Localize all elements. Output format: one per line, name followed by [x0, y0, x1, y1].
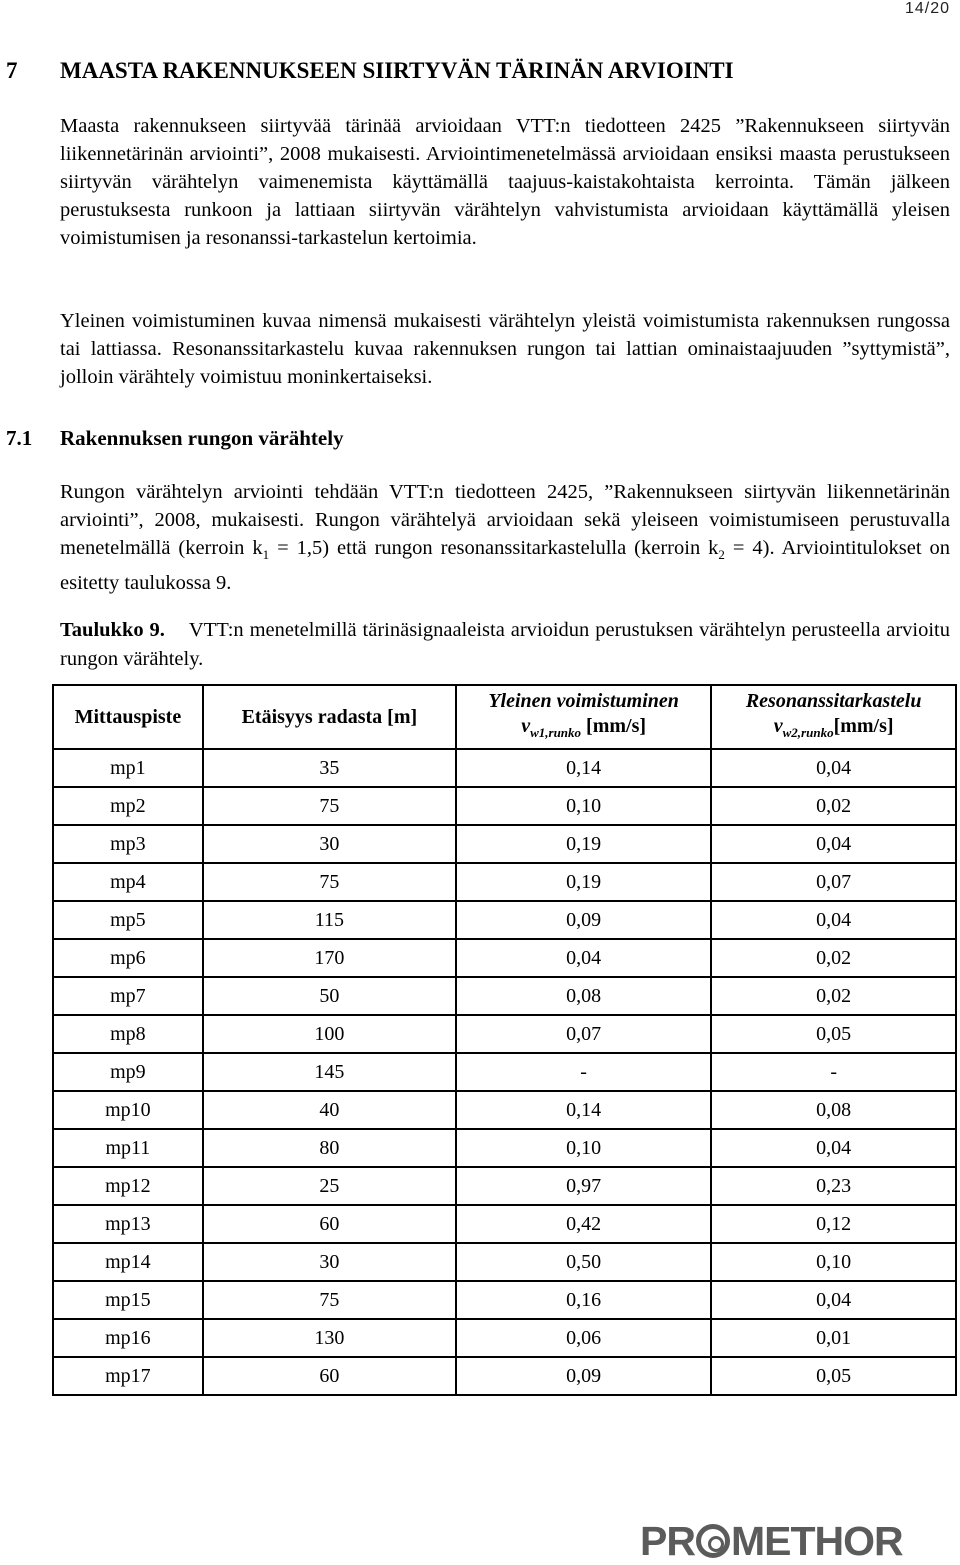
- cell-yleinen: 0,10: [456, 1129, 711, 1167]
- cell-etaisyys: 145: [203, 1053, 456, 1091]
- table-row: [53, 1129, 956, 1167]
- cell-yleinen: 0,10: [456, 787, 711, 825]
- logo-text-left: PR: [640, 1518, 695, 1564]
- cell-yleinen: 0,08: [456, 977, 711, 1015]
- cell-resonanssi: 0,02: [711, 787, 956, 825]
- paragraph-3-part3: = 4). Arviointitulokset on esitetty taulukossa 9.: [60, 537, 950, 595]
- table-row: [53, 1243, 956, 1281]
- cell-etaisyys: 80: [203, 1129, 456, 1167]
- cell-mittauspiste: mp3: [53, 825, 203, 863]
- paragraph-3: [60, 478, 950, 597]
- header-yleinen-voimistuminen: [456, 685, 711, 749]
- cell-yleinen: 0,42: [456, 1205, 711, 1243]
- cell-yleinen: 0,07: [456, 1015, 711, 1053]
- cell-yleinen: 0,06: [456, 1319, 711, 1357]
- cell-resonanssi: 0,02: [711, 939, 956, 977]
- cell-resonanssi: 0,05: [711, 1015, 956, 1053]
- logo-text-right: METHOR: [730, 1518, 903, 1564]
- cell-mittauspiste: mp11: [53, 1129, 203, 1167]
- cell-mittauspiste: mp9: [53, 1053, 203, 1091]
- table-row: [53, 1205, 956, 1243]
- section-number: 7: [6, 58, 18, 83]
- subsection-number: 7.1: [6, 426, 33, 450]
- table-row: [53, 1167, 956, 1205]
- cell-yleinen: 0,04: [456, 939, 711, 977]
- header-col4-subscript: w2,runko: [782, 725, 834, 740]
- cell-mittauspiste: mp4: [53, 863, 203, 901]
- table-header-row: [53, 685, 956, 749]
- cell-etaisyys: 25: [203, 1167, 456, 1205]
- cell-resonanssi: 0,04: [711, 749, 956, 787]
- cell-mittauspiste: mp13: [53, 1205, 203, 1243]
- cell-mittauspiste: mp7: [53, 977, 203, 1015]
- cell-etaisyys: 50: [203, 977, 456, 1015]
- page-number: 14/20: [904, 0, 950, 17]
- cell-resonanssi: 0,04: [711, 1281, 956, 1319]
- header-col4-symbol: v: [773, 715, 783, 737]
- promethor-logo: [640, 1518, 903, 1565]
- cell-mittauspiste: mp8: [53, 1015, 203, 1053]
- cell-etaisyys: 30: [203, 825, 456, 863]
- cell-etaisyys: 75: [203, 787, 456, 825]
- cell-yleinen: 0,09: [456, 901, 711, 939]
- header-etaisyys: Etäisyys radasta [m]: [203, 685, 456, 749]
- cell-etaisyys: 130: [203, 1319, 456, 1357]
- header-mittauspiste: Mittauspiste: [53, 685, 203, 749]
- cell-yleinen: 0,14: [456, 749, 711, 787]
- header-col3-subscript: w1,runko: [530, 725, 582, 740]
- header-col4-title: Resonanssitarkastelu: [745, 690, 922, 712]
- table-row: [53, 901, 956, 939]
- cell-etaisyys: 170: [203, 939, 456, 977]
- paragraph-3-part1: Rungon värähtelyn arviointi tehdään VTT:n tiedotteen 2425, ”Rakennukseen siirtyvän liikennetärinän arviointi”, 2008, mukaisesti. Rungon värähtelyä arvioidaan sekä yleiseen voimistumiseen perustuvalla menetelmällä (kerroin k: [60, 481, 950, 559]
- k1-subscript: 1: [262, 547, 270, 563]
- subsection-title: Rakennuksen rungon värähtely: [60, 426, 344, 450]
- cell-resonanssi: 0,23: [711, 1167, 956, 1205]
- cell-resonanssi: -: [711, 1053, 956, 1091]
- header-col3-unit: [mm/s]: [581, 715, 647, 737]
- cell-mittauspiste: mp5: [53, 901, 203, 939]
- cell-resonanssi: 0,12: [711, 1205, 956, 1243]
- cell-resonanssi: 0,07: [711, 863, 956, 901]
- cell-mittauspiste: mp6: [53, 939, 203, 977]
- cell-mittauspiste: mp14: [53, 1243, 203, 1281]
- table-row: [53, 1091, 956, 1129]
- table-row: [53, 1053, 956, 1091]
- cell-yleinen: 0,19: [456, 863, 711, 901]
- cell-resonanssi: 0,02: [711, 977, 956, 1015]
- section-heading: [6, 58, 734, 84]
- table-row: [53, 1357, 956, 1395]
- vibration-table: [52, 684, 957, 1396]
- cell-mittauspiste: mp2: [53, 787, 203, 825]
- cell-yleinen: 0,97: [456, 1167, 711, 1205]
- cell-resonanssi: 0,08: [711, 1091, 956, 1129]
- table-caption: [60, 616, 950, 674]
- cell-etaisyys: 30: [203, 1243, 456, 1281]
- cell-etaisyys: 75: [203, 1281, 456, 1319]
- table-row: [53, 749, 956, 787]
- paragraph-1: Maasta rakennukseen siirtyvää tärinää arvioidaan VTT:n tiedotteen 2425 ”Rakennukseen siirtyvän liikennetärinän arviointi”, 2008 mukaisesti. Arviointimenetelmässä arvioidaan ensiksi maasta perustukseen siirtyvän värähtelyn vaimenemista käyttämällä taajuus-kaistakohtaista kerrointa. Tämän jälkeen perustuksesta runkoon ja lattiaan siirtyvän värähtelyn vahvistumista arvioidaan käyttämällä yleisen voimistumisen ja resonanssi-tarkastelun kertoimia.: [60, 115, 950, 249]
- table-body: [53, 749, 956, 1395]
- cell-resonanssi: 0,05: [711, 1357, 956, 1395]
- cell-mittauspiste: mp16: [53, 1319, 203, 1357]
- cell-etaisyys: 100: [203, 1015, 456, 1053]
- cell-mittauspiste: mp12: [53, 1167, 203, 1205]
- section-title: MAASTA RAKENNUKSEEN SIIRTYVÄN TÄRINÄN ARVIOINTI: [60, 58, 734, 83]
- paragraph-3-part2: = 1,5) että rungon resonanssitarkastelulla (kerroin k: [269, 537, 719, 559]
- table-row: [53, 1319, 956, 1357]
- cell-etaisyys: 115: [203, 901, 456, 939]
- cell-yleinen: -: [456, 1053, 711, 1091]
- cell-yleinen: 0,19: [456, 825, 711, 863]
- cell-resonanssi: 0,04: [711, 825, 956, 863]
- cell-resonanssi: 0,04: [711, 1129, 956, 1167]
- cell-mittauspiste: mp10: [53, 1091, 203, 1129]
- table-row: [53, 1015, 956, 1053]
- header-col4-unit: [mm/s]: [833, 715, 894, 737]
- table-row: [53, 1281, 956, 1319]
- cell-yleinen: 0,50: [456, 1243, 711, 1281]
- table-row: [53, 825, 956, 863]
- cell-yleinen: 0,14: [456, 1091, 711, 1129]
- cell-resonanssi: 0,04: [711, 901, 956, 939]
- k2-subscript: 2: [718, 547, 725, 563]
- table-row: [53, 939, 956, 977]
- table-row: [53, 787, 956, 825]
- cell-resonanssi: 0,10: [711, 1243, 956, 1281]
- table-row: [53, 863, 956, 901]
- table-row: [53, 977, 956, 1015]
- header-resonanssitarkastelu: [711, 685, 956, 749]
- logo-o-mark: [696, 1524, 730, 1558]
- cell-yleinen: 0,16: [456, 1281, 711, 1319]
- cell-etaisyys: 60: [203, 1205, 456, 1243]
- cell-etaisyys: 35: [203, 749, 456, 787]
- table-caption-text: VTT:n menetelmillä tärinäsignaaleista arvioidun perustuksen värähtelyn perusteella arvioitu rungon värähtely.: [60, 619, 950, 670]
- cell-mittauspiste: mp17: [53, 1357, 203, 1395]
- cell-resonanssi: 0,01: [711, 1319, 956, 1357]
- header-col3-symbol: v: [521, 715, 531, 737]
- cell-yleinen: 0,09: [456, 1357, 711, 1395]
- header-col3-title: Yleinen voimistuminen: [488, 690, 679, 712]
- cell-mittauspiste: mp15: [53, 1281, 203, 1319]
- subsection-heading: [6, 426, 344, 451]
- cell-etaisyys: 60: [203, 1357, 456, 1395]
- cell-mittauspiste: mp1: [53, 749, 203, 787]
- cell-etaisyys: 40: [203, 1091, 456, 1129]
- table-caption-label: Taulukko 9.: [60, 619, 165, 641]
- cell-etaisyys: 75: [203, 863, 456, 901]
- paragraph-2: Yleinen voimistuminen kuvaa nimensä mukaisesti värähtelyn yleistä voimistumista rakennuksen rungossa tai lattiassa. Resonanssitarkastelu kuvaa rakennuksen rungon tai lattian ominaistaajuuden ”syttymistä”, jolloin värähtely voimistuu moninkertaiseksi.: [60, 310, 950, 388]
